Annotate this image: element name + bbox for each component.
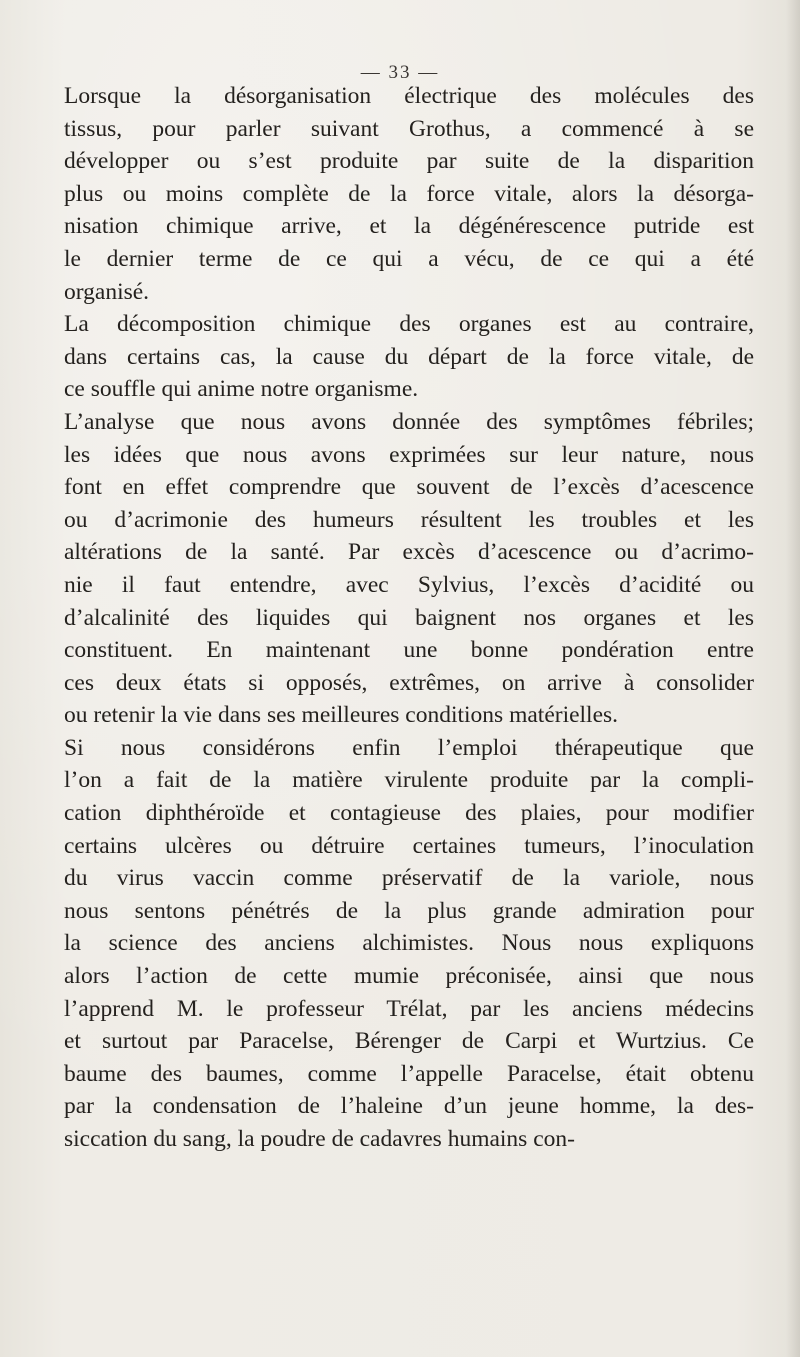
text-line: alors l’action de cette mumie préconisée, ainsi que nous <box>64 963 754 990</box>
text-line: cation diphthéroïde et contagieuse des plaies, pour modifier <box>64 800 754 827</box>
text-line: d’alcalinité des liquides qui baignent nos organes et les <box>64 604 754 631</box>
text-line: l’apprend M. le professeur Trélat, par les anciens médecins <box>64 995 754 1022</box>
text-line: La décomposition chimique des organes est au contraire, <box>64 311 754 338</box>
text-line: nous sentons pénétrés de la plus grande admiration pour <box>64 897 754 924</box>
text-line: Lorsque la désorganisation électrique des molécules des <box>64 83 754 109</box>
text-line: le dernier terme de ce qui a vécu, de ce qui a été <box>64 245 754 272</box>
text-line: certains ulcères ou détruire certaines tumeurs, l’inoculation <box>64 832 754 859</box>
text-line: développer ou s’est produite par suite de la disparition <box>64 148 754 175</box>
text-line: ce souffle qui anime notre organisme. <box>64 376 419 403</box>
body-text <box>64 80 754 1156</box>
text-line: nisation chimique arrive, et la dégénérescence putride est <box>64 213 754 240</box>
text-line: dans certains cas, la cause du départ de la force vitale, de <box>64 343 754 370</box>
page-edge-shadow <box>786 0 800 1357</box>
text-line: la science des anciens alchimistes. Nous nous expliquons <box>64 930 754 957</box>
text-line: les idées que nous avons exprimées sur leur nature, nous <box>64 441 754 468</box>
paragraph-2 <box>64 308 754 406</box>
text-line: baume des baumes, comme l’appelle Paracelse, était obtenu <box>64 1060 754 1087</box>
text-line: ces deux états si opposés, extrêmes, on arrive à consolider <box>64 669 754 696</box>
text-line: du virus vaccin comme préservatif de la variole, nous <box>64 865 754 892</box>
text-line: ou retenir la vie dans ses meilleures conditions matérielles. <box>64 702 619 729</box>
text-line: l’on a fait de la matière virulente produite par la compli- <box>64 767 754 794</box>
text-line: plus ou moins complète de la force vitale, alors la désorga- <box>64 180 754 207</box>
text-line: organisé. <box>64 278 150 305</box>
paragraph-3 <box>64 406 754 732</box>
page-number: — 33 — <box>360 62 440 83</box>
text-line: par la condensation de l’haleine d’un jeune homme, la des- <box>64 1093 754 1120</box>
text-line: L’analyse que nous avons donnée des symptômes fébriles; <box>64 408 754 435</box>
text-line: tissus, pour parler suivant Grothus, a commencé à se <box>64 115 754 142</box>
text-line: nie il faut entendre, avec Sylvius, l’excès d’acidité ou <box>64 571 754 598</box>
paragraph-4 <box>64 732 754 1156</box>
text-line: et surtout par Paracelse, Bérenger de Carpi et Wurtzius. Ce <box>64 1028 754 1055</box>
paragraph-1 <box>64 80 754 308</box>
text-line: altérations de la santé. Par excès d’acescence ou d’acrimo- <box>64 539 754 566</box>
text-line: font en effet comprendre que souvent de l’excès d’acescence <box>64 474 754 501</box>
text-line: siccation du sang, la poudre de cadavres humains con- <box>64 1126 575 1152</box>
text-line: ou d’acrimonie des humeurs résultent les troubles et les <box>64 506 754 533</box>
text-line: constituent. En maintenant une bonne pondération entre <box>64 637 754 664</box>
text-line: Si nous considérons enfin l’emploi thérapeutique que <box>64 734 754 761</box>
